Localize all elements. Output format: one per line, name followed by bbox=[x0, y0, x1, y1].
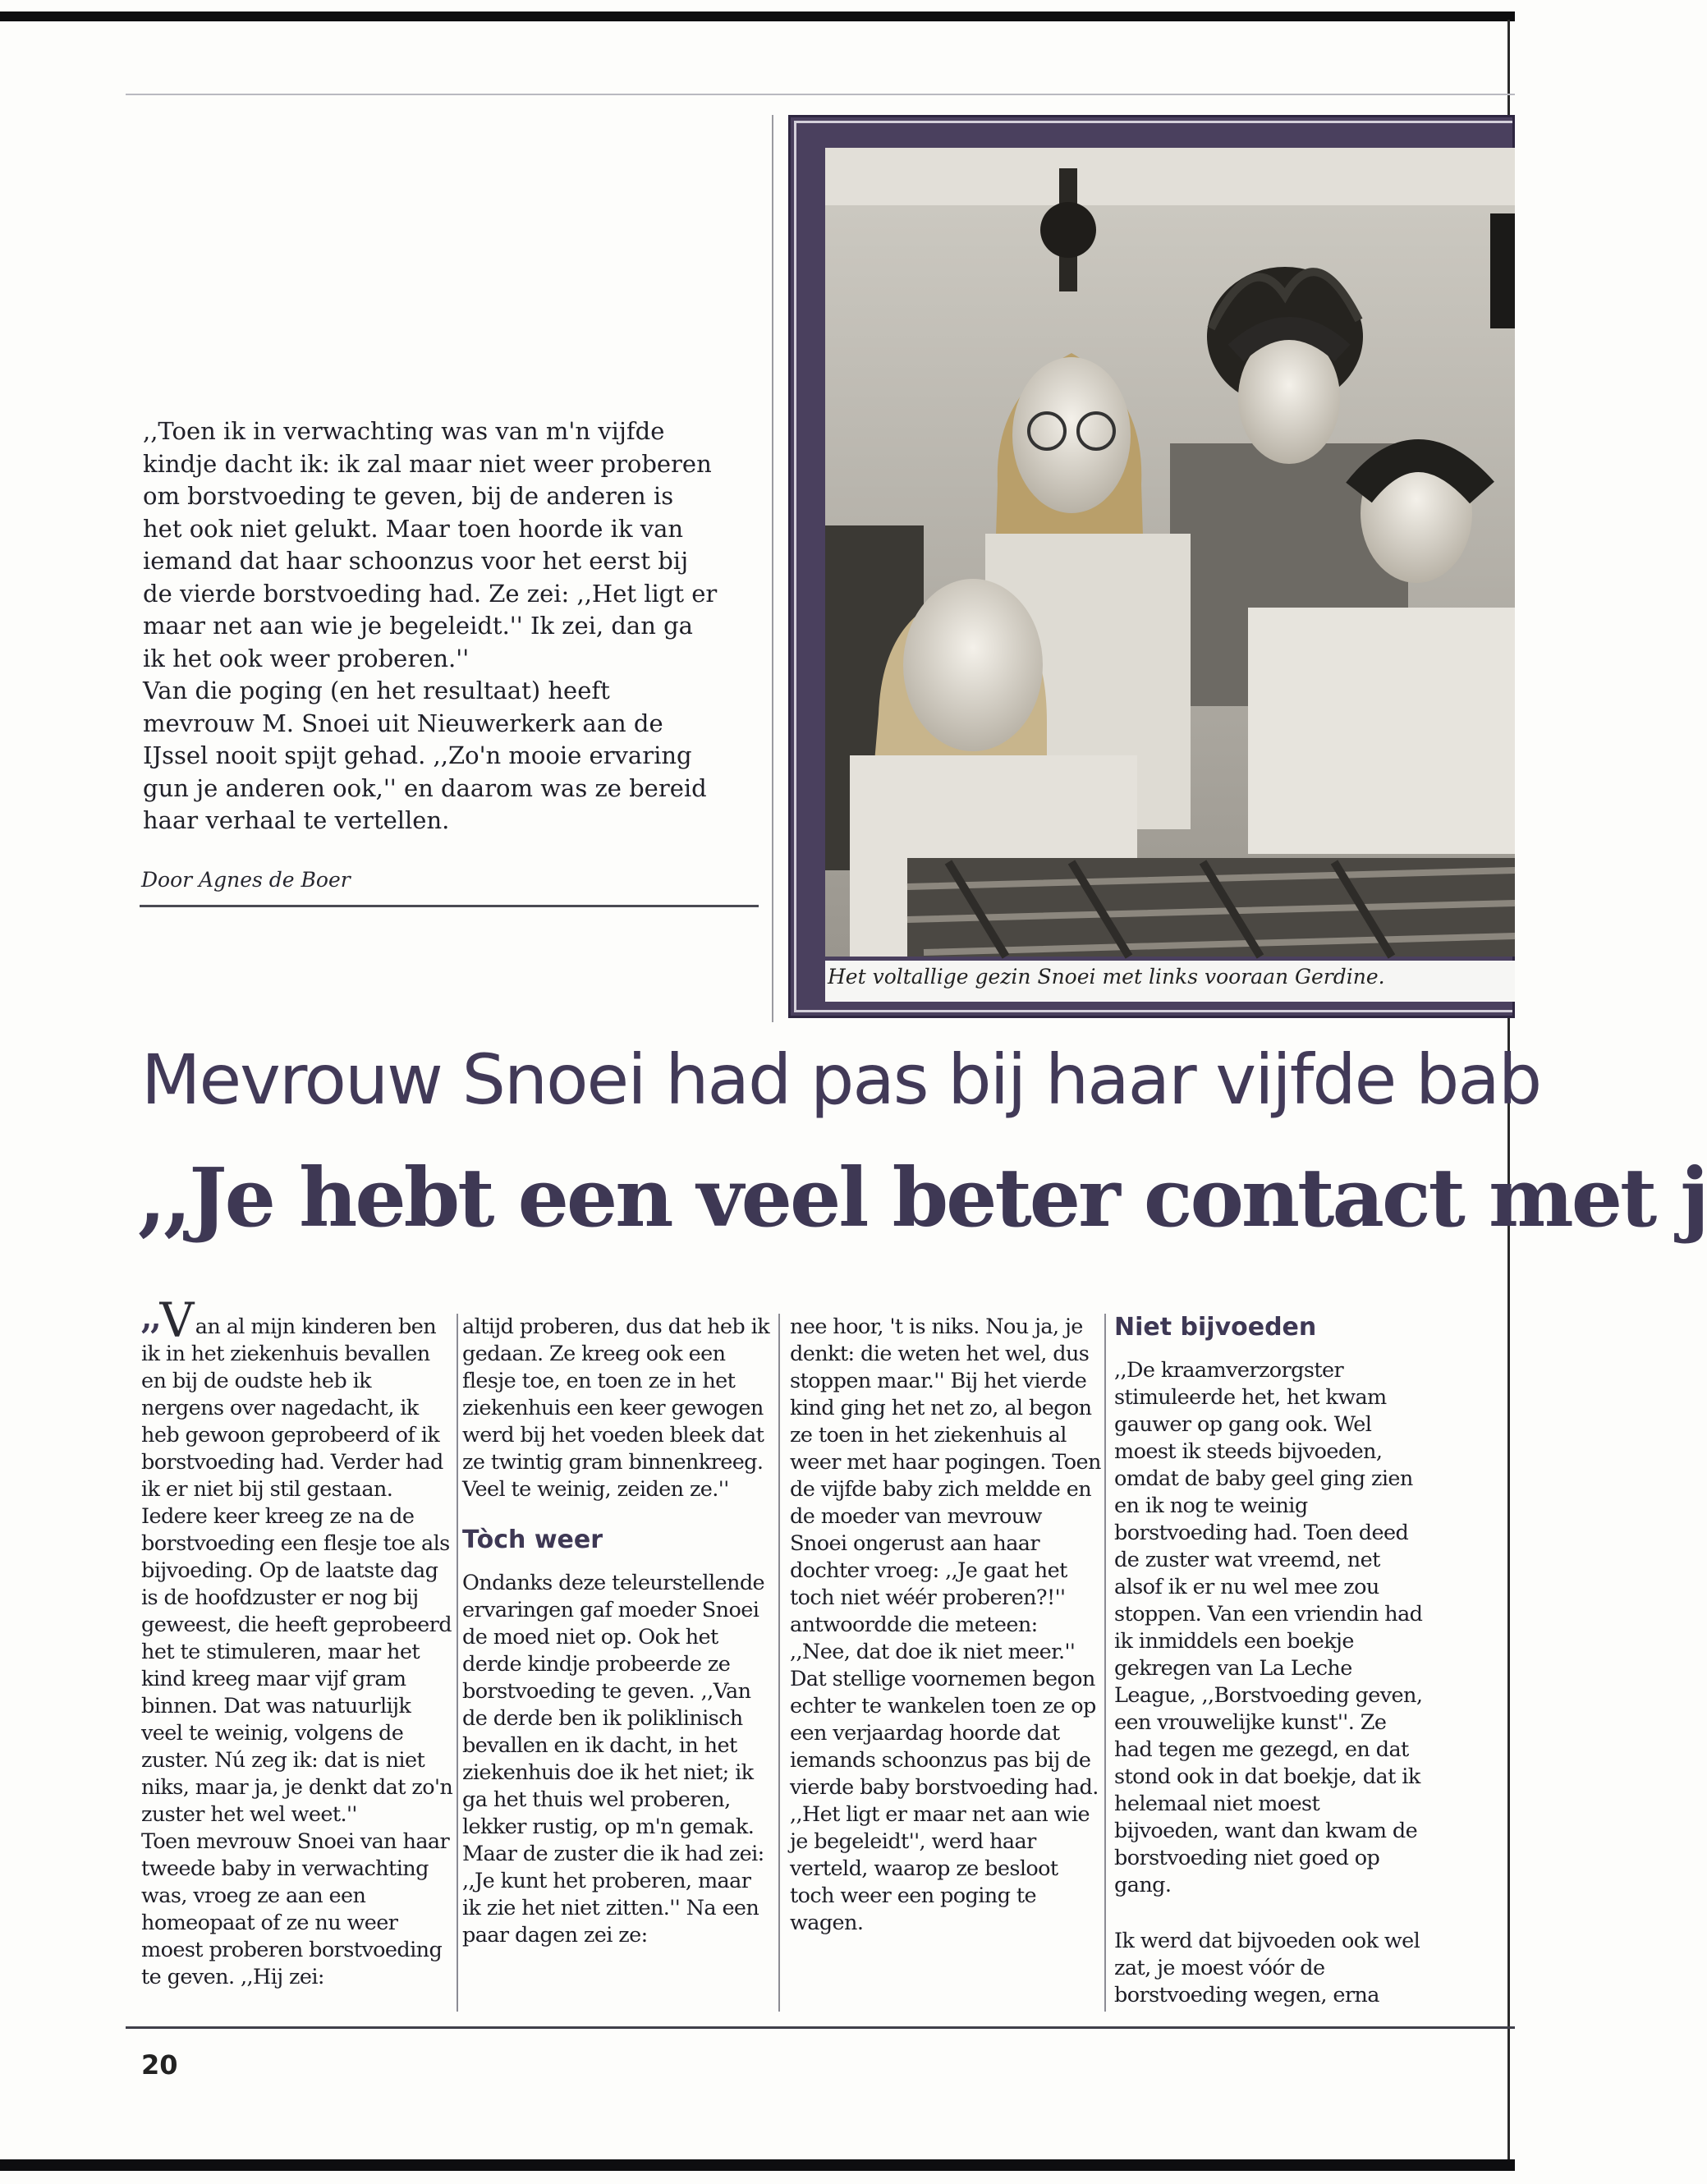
column-separator bbox=[778, 1314, 780, 2012]
paragraph: Ik werd dat bijvoeden ook wel zat, je moest vóór de borstvoeding wegen, erna bbox=[1114, 1929, 1420, 2007]
article-column-3 bbox=[790, 1314, 1102, 1937]
bottom-column-rule bbox=[126, 2026, 1515, 2029]
article-column-1 bbox=[141, 1292, 453, 1991]
top-frame-rule bbox=[126, 94, 1515, 95]
family-photo-illustration bbox=[825, 148, 1515, 957]
intro-paragraph: Van die poging (en het resultaat) heeft mevrouw M. Snoei uit Nieuwerkerk aan de IJssel nooit spijt gehad. ,,Zo'n mooie ervaring gun je anderen ook,'' en daarom was ze bereid haar verhaal te vertellen. bbox=[143, 677, 707, 834]
paragraph: Dat stellige voornemen begon echter te wankelen toen ze op een verjaardag hoorde dat iemands schoonzus pas bij de vierde baby borstvoeding had. ,,Het ligt er maar net aan wie je begeleidt'', werd haar verteld, waarop ze besloot toch weer een poging te wagen. bbox=[790, 1667, 1099, 1935]
paragraph bbox=[141, 1292, 453, 1828]
paragraph: Toen mevrouw Snoei van haar tweede baby in verwachting was, vroeg ze aan een homeopaat of ze nu weer moest proberen borstvoeding te geven. ,,Hij zei: bbox=[141, 1829, 450, 1989]
paragraph: Ondanks deze teleurstellende ervaringen gaf moeder Snoei de moed niet op. Ook het derde kindje probeerde ze borstvoeding te geven. ,,Van de derde ben ik poliklinisch bevallen en ik dacht, in het ziekenhuis doe ik het niet; ik ga het thuis wel proberen, lekker rustig, op m'n gemak. Maar de zuster die ik had zei: ,,Je kunt het proberen, maar ik zie het niet zitten.'' Na een paar dagen zei ze: bbox=[462, 1571, 765, 1948]
photo-divider bbox=[772, 115, 773, 1022]
bottom-black-bar bbox=[0, 2159, 1515, 2171]
dropcap: V bbox=[159, 1292, 194, 1348]
column-separator bbox=[1104, 1314, 1106, 2012]
subheading: Niet bijvoeden bbox=[1114, 1313, 1317, 1342]
paragraph: ,,De kraamverzorgster stimuleerde het, het kwam gauwer op gang ook. Wel moest ik steeds bijvoeden, omdat de baby geel ging zien en ik nog te weinig borstvoeding had. Toen deed de zuster wat vreemd, net alsof ik er nu wel mee zou stoppen. Van een vriendin had ik inmiddels een boekje gekregen van La Leche League, ,,Borstvoeding geven, een vrouwelijke kunst''. Ze had tegen me gezegd, en dat stond ook in dat boekje, dat ik helemaal niet moest bijvoeden, want dan kwam de borstvoeding niet goed op gang. bbox=[1114, 1358, 1423, 1897]
paragraph-text: an al mijn kinderen ben ik in het ziekenhuis bevallen en bij de oudste heb ik nergens over nagedacht, ik heb gewoon geprobeerd of ik borstvoeding had. Verder had ik er niet bij stil gestaan. Iedere keer kreeg ze na de borstvoeding een flesje toe als bijvoeding. Op de laatste dag is de hoofdzuster er nog bij geweest, die heeft geprobeerd het te stimuleren, maar het kind kreeg maar vijf gram binnen. Dat was natuurlijk veel te weinig, volgens de zuster. Nú zeg ik: dat is niet niks, maar ja, je denkt dat zo'n zuster het wel weet.'' bbox=[141, 1315, 453, 1827]
photo-caption: Het voltallige gezin Snoei met links vooraan Gerdine. bbox=[828, 965, 1385, 989]
intro-paragraph: ,,Toen ik in verwachting was van m'n vijfde kindje dacht ik: ik zal maar niet weer proberen om borstvoeding te geven, bij de anderen is het ook niet gelukt. Maar toen hoorde ik van iemand dat haar schoonzus voor het eerst bij de vierde borstvoeding had. Ze zei: ,,Het ligt er maar net aan wie je begeleidt.'' Ik zei, dan ga ik het ook weer proberen.'' bbox=[143, 417, 718, 672]
top-black-bar bbox=[0, 11, 1515, 21]
family-photo bbox=[825, 148, 1515, 957]
intro-text bbox=[143, 415, 718, 837]
article-column-2 bbox=[462, 1314, 774, 1949]
dropcap-quote: ,, bbox=[141, 1299, 160, 1336]
page-number: 20 bbox=[141, 2049, 178, 2081]
column-separator bbox=[457, 1314, 458, 2012]
subheading: Tòch weer bbox=[462, 1526, 603, 1554]
byline: Door Agnes de Boer bbox=[141, 868, 351, 892]
intro-divider bbox=[140, 905, 759, 907]
paragraph: nee hoor, 't is niks. Nou ja, je denkt: die weten het wel, dus stoppen maar.'' Bij het vierde kind ging het net zo, al begon ze toen in het ziekenhuis al weer met haar pogingen. Toen de vijfde baby zich meldde en de moeder van mevrouw Snoei ongerust aan haar dochter vroeg: ,,Je gaat het toch niet wéér proberen?!'' antwoordde die meteen: ,,Nee, dat doe ik niet meer.'' bbox=[790, 1315, 1101, 1664]
paragraph: altijd proberen, dus dat heb ik gedaan. Ze kreeg ook een flesje toe, en toen ze in het ziekenhuis een keer gewogen werd bij het voeden bleek dat ze twintig gram binnenkreeg. Veel te weinig, zeiden ze.'' bbox=[462, 1315, 770, 1502]
headline-title: ,,Je hebt een veel beter contact met j bbox=[138, 1151, 1707, 1246]
headline-subtitle: Mevrouw Snoei had pas bij haar vijfde bab bbox=[141, 1039, 1541, 1120]
article-column-4 bbox=[1114, 1314, 1426, 2009]
